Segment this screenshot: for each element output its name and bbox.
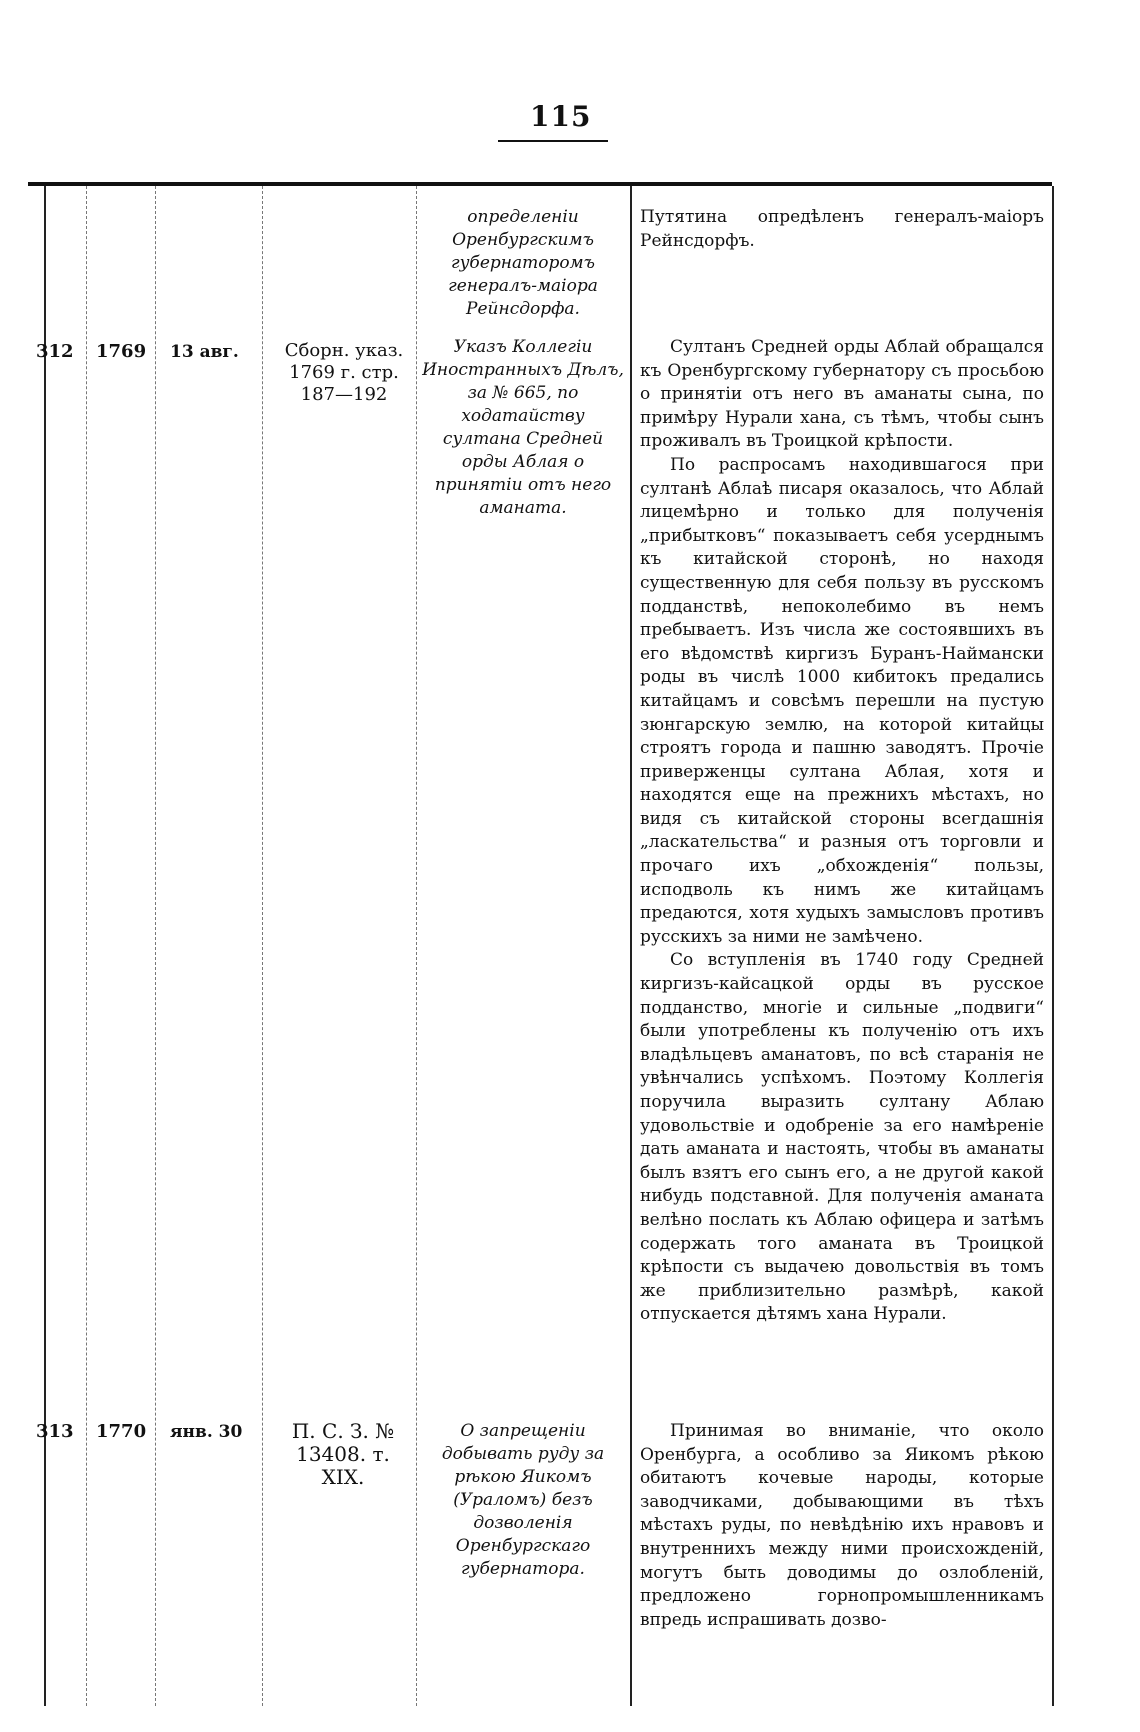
table-top-rule [28,182,1052,186]
row-number: 313 [36,1421,74,1442]
column-divider [1052,186,1054,1706]
row-title: Указъ Коллегіи Иностранныхъ Дѣлъ, за № 665, по ходатайству султана Средней орды Аблая о принятіи отъ него аманата. [422,337,624,518]
row-year: 1770 [96,1421,147,1442]
column-divider [416,186,417,1706]
row-title: определеніи Оренбургскимъ губернаторомъ генералъ-маіора Рейнсдорфа. [448,207,598,319]
row-content [640,1420,1044,1632]
row-paragraph: Со вступленія въ 1740 году Средней киргизъ-кайсацкой орды въ русское подданство, многіе и сильные „подвиги“ были употреблены къ полученію отъ ихъ владѣльцевъ аманатовъ, по всѣ старанія не увѣнчались успѣхомъ. Поэтому Коллегія поручила выразить султану Аблаю удовольствіе и одобреніе за его намѣреніе дать аманата и настоять, чтобы въ аманаты былъ взятъ его сынъ его, а не другой какой нибудь подставной. Для полученія аманата велѣно послать къ Аблаю офицера и затѣмъ содержать того аманата въ Троицкой крѣпости съ выдачею довольствія въ томъ же приблизительно размѣрѣ, какой отпускается дѣтямъ хана Нурали. [640,950,1044,1325]
row-paragraph: Принимая во вниманіе, что около Оренбурга, а особливо за Яикомъ рѣкою обитаютъ кочевые народы, которые заводчиками, добывающими въ тѣхъ мѣстахъ руды, по невѣдѣнію ихъ нравовъ и внутреннихъ между ними происхожденій, могутъ быть доводимы до озлобленій, предложено горнопромышленникамъ впредь испрашивать дозво- [640,1421,1044,1630]
column-divider [86,186,87,1706]
row-title: О запрещеніи добывать руду за рѣкою Яикомъ (Ураломъ) безъ дозволенія Оренбургскаго губернатора. [441,1421,605,1579]
row-number: 312 [36,341,74,362]
column-divider [630,186,632,1706]
row-paragraph: По распросамъ находившагося при султанѣ Аблаѣ писаря оказалось, что Аблай лицемѣрно и только для полученія „прибытковъ“ показываетъ себя усерднымъ къ китайской сторонѣ, но находя существенную для себя пользу въ русскомъ подданствѣ, непоколебимо въ немъ пребываетъ. Изъ числа же состоявшихъ въ его вѣдомствѣ киргизъ Буранъ-Наймански роды въ числѣ 1000 кибитокъ предались китайцамъ и совсѣмъ перешли на пустую зюнгарскую землю, на которой китайцы строятъ города и пашню заводятъ. Прочіе приверженцы султана Аблая, хотя и находятся еще на прежнихъ мѣстахъ, но видя съ китайской стороны всегдашнія „ласкательства“ и разныя отъ торговли и прочаго ихъ „обхожденія“ пользы, исподволь къ нимъ же китайцамъ предаются, хотя худыхъ замысловъ противъ русскихъ за ними не замѣчено. [640,454,1044,947]
row-year: 1769 [96,341,147,362]
column-divider [155,186,156,1706]
row-source: П. С. З. № 13408. т. XIX. [291,1419,395,1489]
row-source: Сборн. указ. 1769 г. стр. 187—192 [284,340,404,405]
row-paragraph: Султанъ Средней орды Аблай обращался къ Оренбургскому губернатору съ просьбою о принятіи отъ него въ аманаты сына, по примѣру Нурали хана, съ тѣмъ, чтобы сынъ проживалъ въ Троицкой крѣпости. [640,337,1044,452]
page-number: 115 [530,100,592,133]
row-paragraph: Путятина опредѣленъ генералъ-маіоръ Рейнсдорфъ. [640,207,1044,251]
column-divider [262,186,263,1706]
row-content [640,206,1044,253]
row-date: 13 авг. [170,342,239,362]
column-divider [44,186,46,1706]
row-date: янв. 30 [170,1422,243,1442]
row-content [640,336,1044,1327]
page-number-underline [498,140,608,142]
